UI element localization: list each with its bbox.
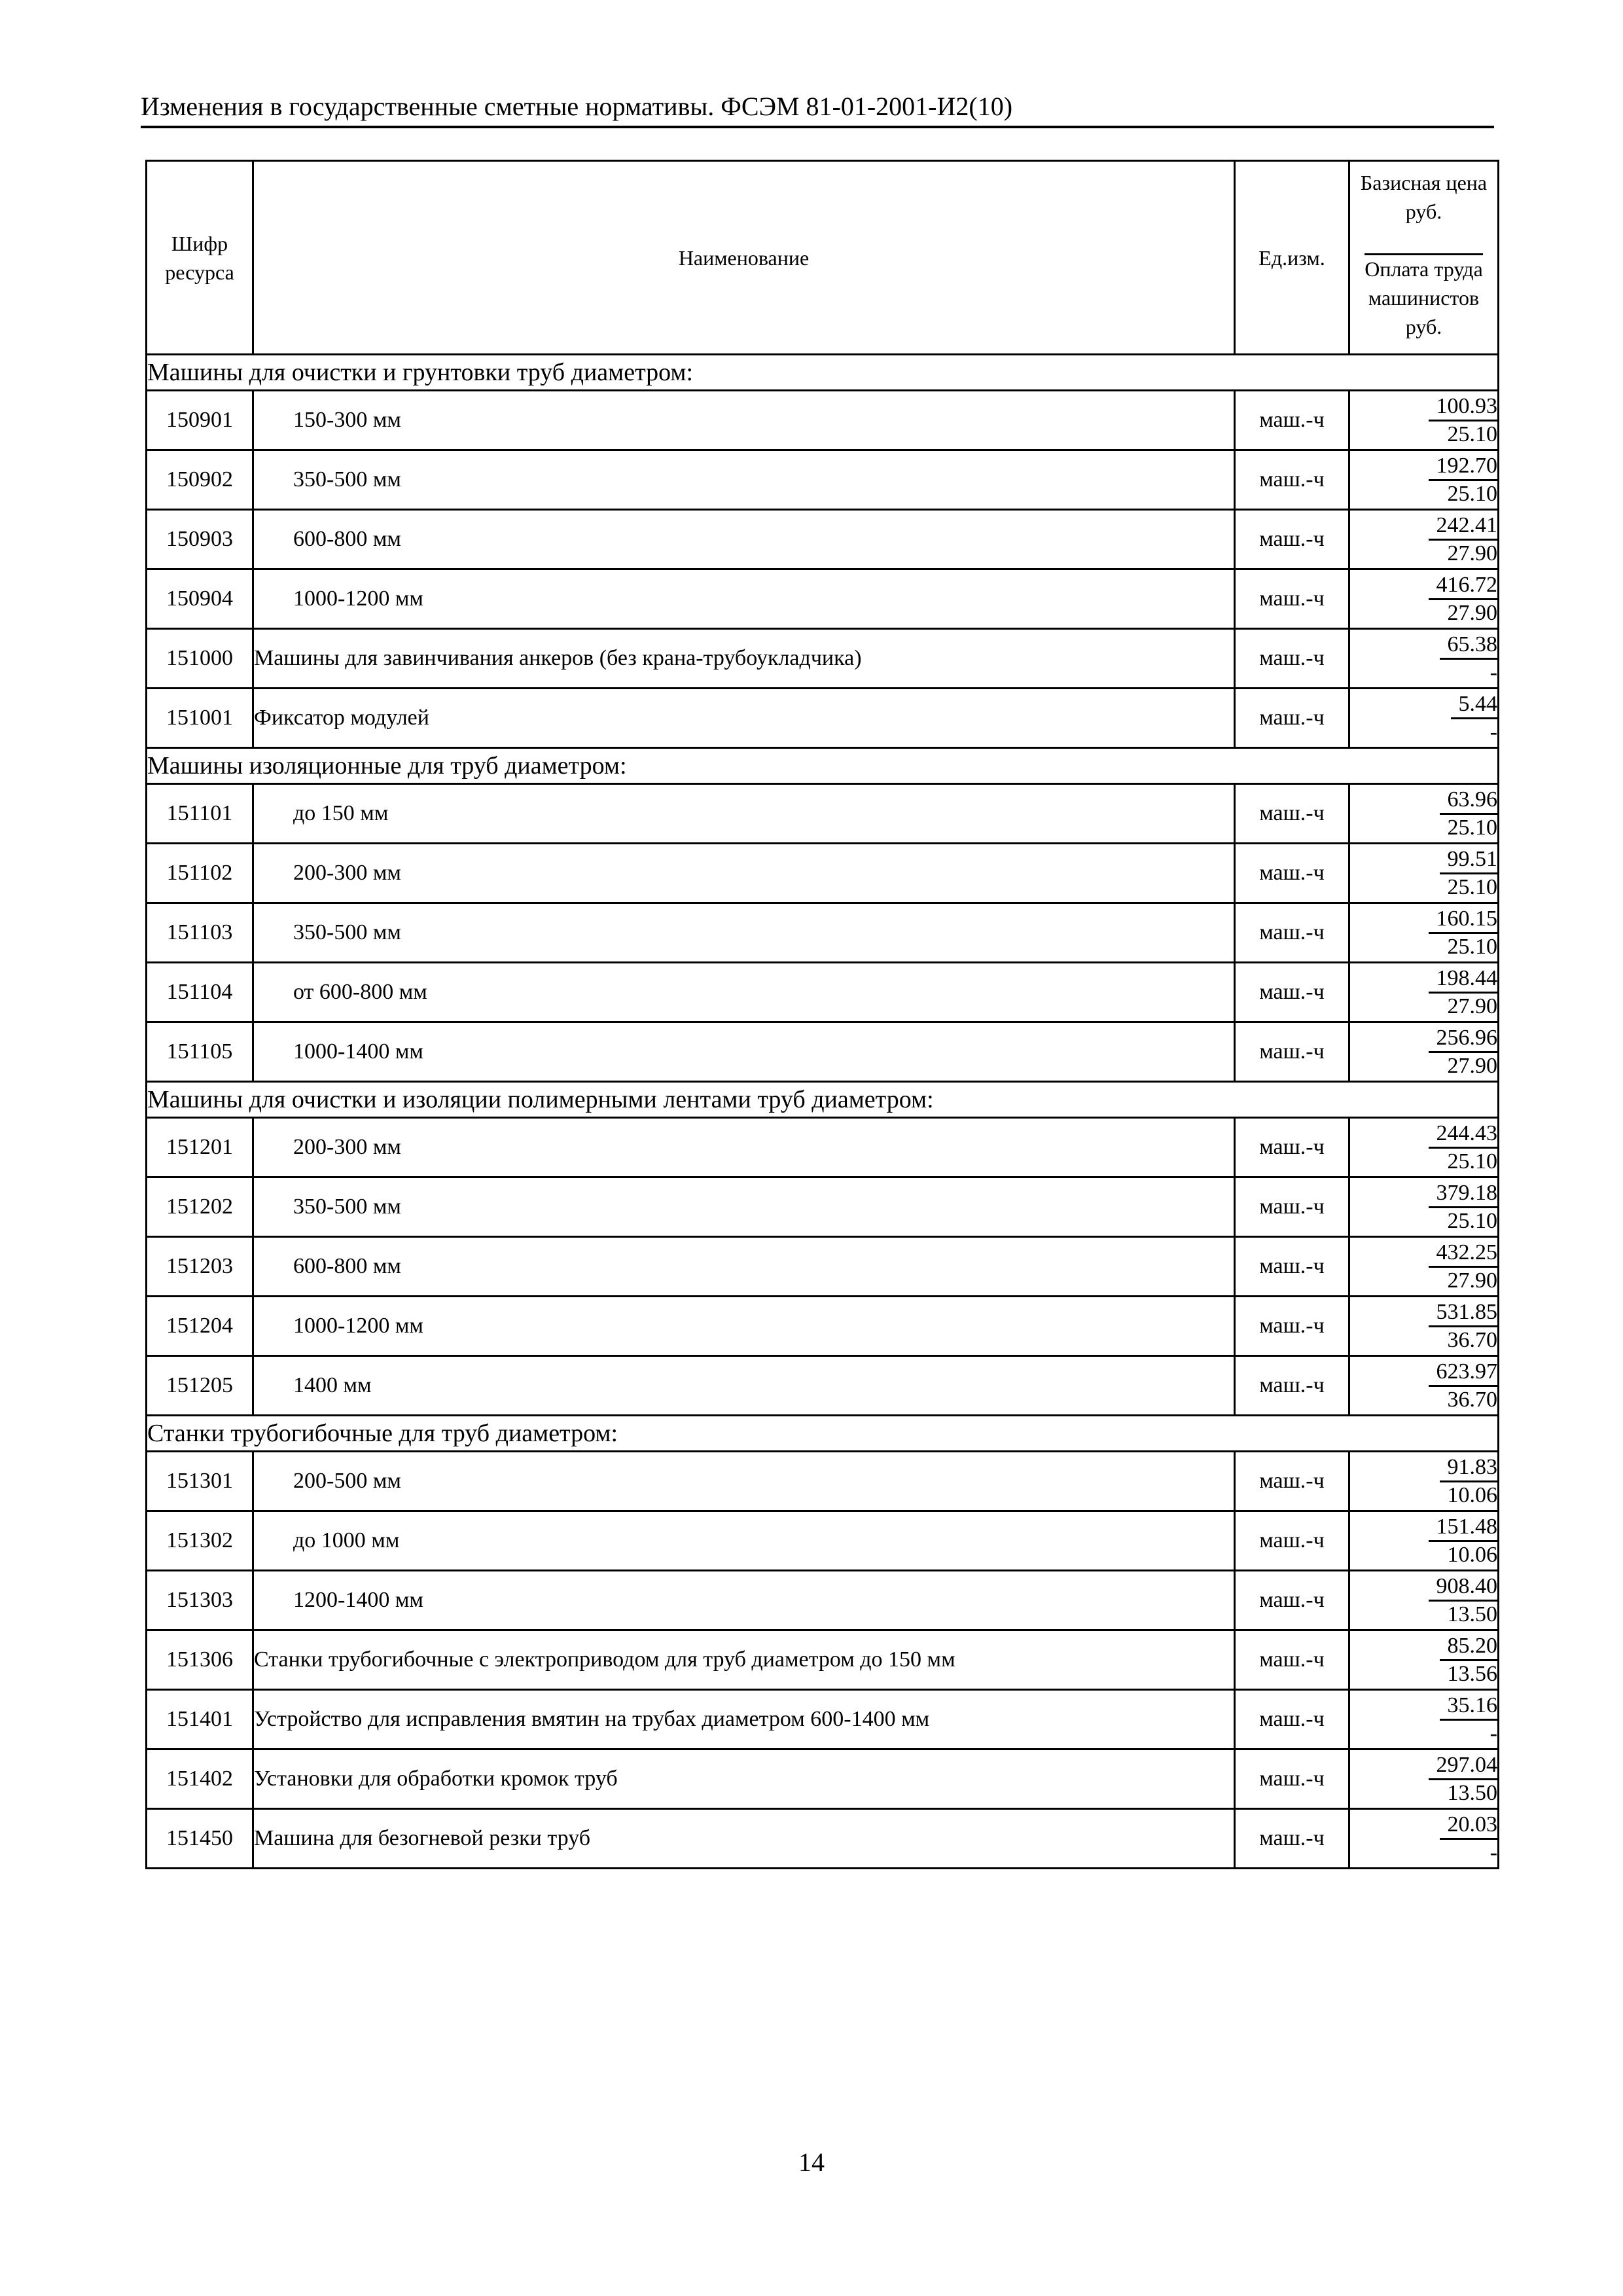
resource-unit: маш.-ч <box>1235 1356 1349 1416</box>
resource-unit: маш.-ч <box>1235 1511 1349 1571</box>
table-row <box>147 569 1499 629</box>
resource-price-cell <box>1349 510 1499 569</box>
resource-name: Машины для завинчивания анкеров (без крана-трубоукладчика) <box>253 629 1235 689</box>
table-row <box>147 1356 1499 1416</box>
base-price: 416.72 <box>1429 572 1498 600</box>
resource-price-cell <box>1349 1571 1499 1630</box>
resource-price-cell <box>1349 689 1499 748</box>
resource-name: Установки для обработки кромок труб <box>253 1749 1235 1809</box>
resource-name: 150-300 мм <box>253 391 1235 450</box>
base-price: 160.15 <box>1429 906 1498 934</box>
resource-code: 150903 <box>147 510 253 569</box>
resource-name: Фиксатор модулей <box>253 689 1235 748</box>
section-row <box>147 355 1499 391</box>
resource-name: до 1000 мм <box>253 1511 1235 1571</box>
labor-cost: 25.10 <box>1447 815 1497 840</box>
resource-code: 151450 <box>147 1809 253 1869</box>
base-price: 908.40 <box>1429 1573 1498 1602</box>
base-price: 623.97 <box>1429 1359 1498 1387</box>
resource-unit: маш.-ч <box>1235 963 1349 1022</box>
resource-price-cell <box>1349 629 1499 689</box>
resource-unit: маш.-ч <box>1235 450 1349 510</box>
resource-name: Устройство для исправления вмятин на трубах диаметром 600-1400 мм <box>253 1690 1235 1749</box>
resource-price-cell <box>1349 1749 1499 1809</box>
document-header: Изменения в государственные сметные нормативы. ФСЭМ 81-01-2001-И2(10) <box>141 92 1013 121</box>
table-row <box>147 391 1499 450</box>
resource-name: 1400 мм <box>253 1356 1235 1416</box>
resource-name: Станки трубогибочные с электроприводом для труб диаметром до 150 мм <box>253 1630 1235 1690</box>
resource-code: 150904 <box>147 569 253 629</box>
labor-cost: - <box>1489 719 1497 744</box>
labor-cost: 36.70 <box>1447 1387 1497 1412</box>
labor-cost: 27.90 <box>1447 541 1497 565</box>
table-header-row <box>147 161 1499 355</box>
resource-unit: маш.-ч <box>1235 1297 1349 1356</box>
table-body <box>147 355 1499 1869</box>
resource-name: 200-300 мм <box>253 844 1235 903</box>
resource-code: 151101 <box>147 784 253 844</box>
table-row <box>147 1237 1499 1297</box>
resource-name: от 600-800 мм <box>253 963 1235 1022</box>
resource-code: 151204 <box>147 1297 253 1356</box>
resource-price-cell <box>1349 450 1499 510</box>
resource-price-cell <box>1349 1022 1499 1082</box>
labor-cost: 27.90 <box>1447 1053 1497 1078</box>
column-header-base-price: Базисная цена руб. <box>1360 171 1488 223</box>
base-price: 192.70 <box>1429 453 1498 481</box>
resource-price-cell <box>1349 391 1499 450</box>
resource-unit: маш.-ч <box>1235 1118 1349 1177</box>
table-row <box>147 1511 1499 1571</box>
resource-code: 151202 <box>147 1177 253 1237</box>
resource-unit: маш.-ч <box>1235 629 1349 689</box>
resource-price-cell <box>1349 844 1499 903</box>
table-row <box>147 1571 1499 1630</box>
base-price: 20.03 <box>1440 1812 1498 1840</box>
base-price: 65.38 <box>1440 632 1498 660</box>
resource-name: 350-500 мм <box>253 1177 1235 1237</box>
resource-code: 151105 <box>147 1022 253 1082</box>
resource-code: 151001 <box>147 689 253 748</box>
column-header-unit: Ед.изм. <box>1235 161 1349 355</box>
resource-price-cell <box>1349 1177 1499 1237</box>
labor-cost: 25.10 <box>1447 1208 1497 1233</box>
base-price: 198.44 <box>1429 965 1498 994</box>
resource-unit: маш.-ч <box>1235 391 1349 450</box>
labor-cost: - <box>1489 1840 1497 1865</box>
resource-name: 350-500 мм <box>253 450 1235 510</box>
resource-code: 151203 <box>147 1237 253 1297</box>
base-price: 379.18 <box>1429 1180 1498 1208</box>
labor-cost: 27.90 <box>1447 994 1497 1018</box>
resource-code: 151301 <box>147 1452 253 1511</box>
resource-unit: маш.-ч <box>1235 844 1349 903</box>
resource-code: 151102 <box>147 844 253 903</box>
section-title: Машины для очистки и изоляции полимерными лентами труб диаметром: <box>147 1082 1499 1118</box>
resource-unit: маш.-ч <box>1235 784 1349 844</box>
resource-price-cell <box>1349 1630 1499 1690</box>
table-row <box>147 1749 1499 1809</box>
table-row <box>147 903 1499 963</box>
base-price: 531.85 <box>1429 1299 1498 1327</box>
table-row <box>147 450 1499 510</box>
resource-unit: маш.-ч <box>1235 510 1349 569</box>
table-row <box>147 510 1499 569</box>
base-price: 256.96 <box>1429 1025 1498 1053</box>
section-title: Станки трубогибочные для труб диаметром: <box>147 1416 1499 1452</box>
resource-price-cell <box>1349 1237 1499 1297</box>
resource-unit: маш.-ч <box>1235 1749 1349 1809</box>
base-price: 5.44 <box>1451 691 1498 719</box>
section-title: Машины изоляционные для труб диаметром: <box>147 748 1499 784</box>
resource-unit: маш.-ч <box>1235 1022 1349 1082</box>
resource-unit: маш.-ч <box>1235 1237 1349 1297</box>
resource-name: 200-500 мм <box>253 1452 1235 1511</box>
section-row <box>147 1416 1499 1452</box>
resource-code: 150902 <box>147 450 253 510</box>
resource-name: 200-300 мм <box>253 1118 1235 1177</box>
resource-name: 600-800 мм <box>253 1237 1235 1297</box>
labor-cost: - <box>1489 1721 1497 1746</box>
base-price: 63.96 <box>1440 787 1498 815</box>
table-row <box>147 963 1499 1022</box>
resource-unit: маш.-ч <box>1235 1630 1349 1690</box>
base-price: 35.16 <box>1440 1693 1498 1721</box>
resource-unit: маш.-ч <box>1235 1177 1349 1237</box>
table-row <box>147 629 1499 689</box>
base-price: 85.20 <box>1440 1633 1498 1661</box>
column-header-labor-cost: Оплата труда машинистов руб. <box>1364 257 1483 338</box>
table-row <box>147 784 1499 844</box>
labor-cost: 25.10 <box>1447 481 1497 506</box>
section-row <box>147 748 1499 784</box>
resource-price-cell <box>1349 1809 1499 1869</box>
table-row <box>147 1118 1499 1177</box>
labor-cost: 36.70 <box>1447 1327 1497 1352</box>
resource-name: 1000-1200 мм <box>253 569 1235 629</box>
resource-code: 151205 <box>147 1356 253 1416</box>
labor-cost: 10.06 <box>1447 1542 1497 1567</box>
table-row <box>147 1452 1499 1511</box>
table-row <box>147 1630 1499 1690</box>
resource-unit: маш.-ч <box>1235 689 1349 748</box>
resource-unit: маш.-ч <box>1235 1452 1349 1511</box>
table-row <box>147 1022 1499 1082</box>
base-price: 99.51 <box>1440 846 1498 874</box>
resource-name: 1000-1200 мм <box>253 1297 1235 1356</box>
base-price: 244.43 <box>1429 1121 1498 1149</box>
resource-price-cell <box>1349 1511 1499 1571</box>
labor-cost: 10.06 <box>1447 1482 1497 1507</box>
header-rule <box>141 126 1494 128</box>
resource-table <box>145 160 1499 1869</box>
section-title: Машины для очистки и грунтовки труб диаметром: <box>147 355 1499 391</box>
resource-name: 1000-1400 мм <box>253 1022 1235 1082</box>
resource-unit: маш.-ч <box>1235 1809 1349 1869</box>
resource-code: 151402 <box>147 1749 253 1809</box>
column-header-name: Наименование <box>253 161 1235 355</box>
resource-price-cell <box>1349 903 1499 963</box>
resource-name: 1200-1400 мм <box>253 1571 1235 1630</box>
resource-name: 350-500 мм <box>253 903 1235 963</box>
resource-price-cell <box>1349 1452 1499 1511</box>
column-header-price <box>1349 161 1499 355</box>
resource-name: Машина для безогневой резки труб <box>253 1809 1235 1869</box>
resource-unit: маш.-ч <box>1235 903 1349 963</box>
resource-code: 151104 <box>147 963 253 1022</box>
column-header-code: Шифр ресурса <box>147 161 253 355</box>
labor-cost: 27.90 <box>1447 1268 1497 1293</box>
labor-cost: 13.56 <box>1447 1661 1497 1686</box>
resource-code: 151103 <box>147 903 253 963</box>
resource-code: 151000 <box>147 629 253 689</box>
labor-cost: 25.10 <box>1447 1149 1497 1174</box>
resource-code: 151401 <box>147 1690 253 1749</box>
page-number: 14 <box>798 2147 825 2177</box>
resource-code: 151302 <box>147 1511 253 1571</box>
labor-cost: 27.90 <box>1447 600 1497 625</box>
resource-price-cell <box>1349 1356 1499 1416</box>
labor-cost: 25.10 <box>1447 874 1497 899</box>
resource-name: 600-800 мм <box>253 510 1235 569</box>
resource-price-cell <box>1349 1297 1499 1356</box>
resource-name: до 150 мм <box>253 784 1235 844</box>
resource-code: 151303 <box>147 1571 253 1630</box>
table-row <box>147 1809 1499 1869</box>
base-price: 151.48 <box>1429 1514 1498 1542</box>
resource-price-cell <box>1349 963 1499 1022</box>
table-row <box>147 844 1499 903</box>
resource-code: 150901 <box>147 391 253 450</box>
base-price: 242.41 <box>1429 512 1498 541</box>
labor-cost: 25.10 <box>1447 422 1497 446</box>
table-row <box>147 1690 1499 1749</box>
labor-cost: 13.50 <box>1447 1780 1497 1805</box>
labor-cost: 13.50 <box>1447 1602 1497 1626</box>
table-row <box>147 1297 1499 1356</box>
labor-cost: 25.10 <box>1447 934 1497 959</box>
resource-unit: маш.-ч <box>1235 1690 1349 1749</box>
resource-price-cell <box>1349 784 1499 844</box>
resource-price-cell <box>1349 1690 1499 1749</box>
section-row <box>147 1082 1499 1118</box>
resource-code: 151201 <box>147 1118 253 1177</box>
resource-price-cell <box>1349 569 1499 629</box>
base-price: 297.04 <box>1429 1752 1498 1780</box>
resource-price-cell <box>1349 1118 1499 1177</box>
resource-unit: маш.-ч <box>1235 1571 1349 1630</box>
labor-cost: - <box>1489 660 1497 685</box>
base-price: 91.83 <box>1440 1454 1498 1482</box>
table-row <box>147 689 1499 748</box>
resource-unit: маш.-ч <box>1235 569 1349 629</box>
table-row <box>147 1177 1499 1237</box>
base-price: 100.93 <box>1429 393 1498 422</box>
base-price: 432.25 <box>1429 1240 1498 1268</box>
resource-code: 151306 <box>147 1630 253 1690</box>
